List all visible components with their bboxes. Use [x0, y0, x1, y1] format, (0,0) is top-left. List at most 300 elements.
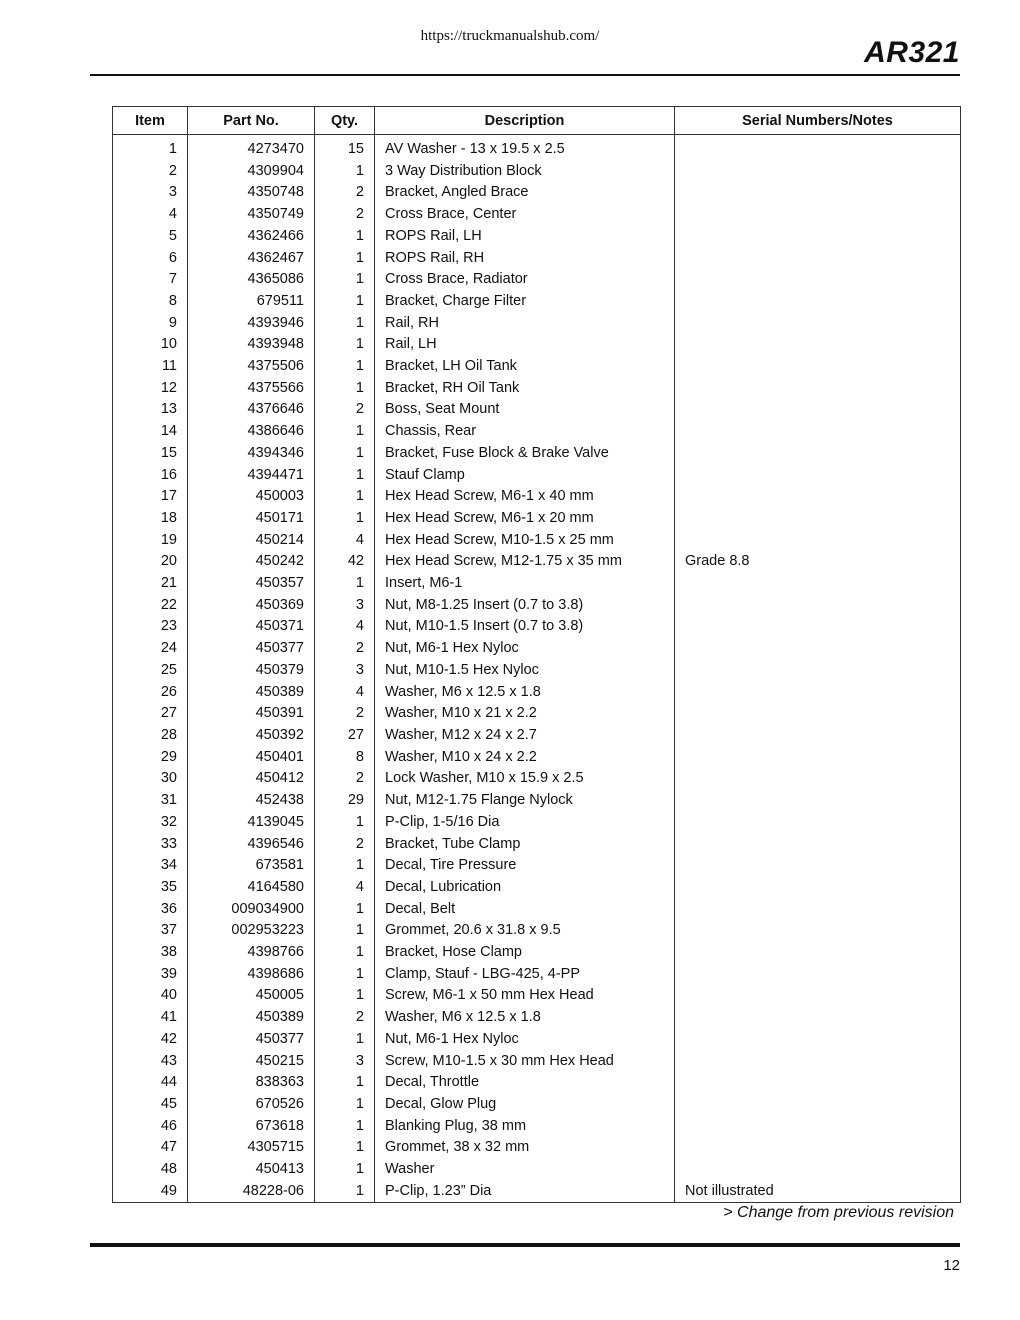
part-number-cell: 450413 [188, 1159, 315, 1181]
description-cell: Bracket, Hose Clamp [375, 942, 675, 964]
quantity-cell: 2 [315, 703, 375, 725]
description-cell: Bracket, LH Oil Tank [375, 356, 675, 378]
quantity-cell: 4 [315, 616, 375, 638]
table-row [113, 855, 961, 877]
table-row [113, 790, 961, 812]
quantity-cell: 1 [315, 378, 375, 400]
notes-cell: Not illustrated [675, 1181, 961, 1203]
notes-cell [675, 399, 961, 421]
parts-table [112, 106, 961, 1203]
part-number-cell: 4273470 [188, 135, 315, 161]
table-row [113, 595, 961, 617]
description-cell: Screw, M6-1 x 50 mm Hex Head [375, 985, 675, 1007]
item-number-cell: 23 [113, 616, 188, 638]
description-cell: Washer, M10 x 24 x 2.2 [375, 747, 675, 769]
notes-cell [675, 1137, 961, 1159]
description-cell: Nut, M6-1 Hex Nyloc [375, 1029, 675, 1051]
part-number-cell: 450214 [188, 530, 315, 552]
table-row [113, 378, 961, 400]
description-cell: ROPS Rail, LH [375, 226, 675, 248]
table-header-row [113, 107, 961, 135]
quantity-cell: 1 [315, 226, 375, 248]
notes-cell [675, 703, 961, 725]
notes-cell [675, 638, 961, 660]
part-number-cell: 4386646 [188, 421, 315, 443]
item-number-cell: 9 [113, 313, 188, 335]
item-number-cell: 4 [113, 204, 188, 226]
description-cell: Washer, M12 x 24 x 2.7 [375, 725, 675, 747]
part-number-cell: 4350748 [188, 182, 315, 204]
table-row [113, 616, 961, 638]
description-cell: Stauf Clamp [375, 465, 675, 487]
table-row [113, 1094, 961, 1116]
table-row [113, 226, 961, 248]
part-number-cell: 002953223 [188, 920, 315, 942]
table-row [113, 248, 961, 270]
part-number-cell: 4309904 [188, 161, 315, 183]
part-number-cell: 450389 [188, 1007, 315, 1029]
description-cell: 3 Way Distribution Block [375, 161, 675, 183]
quantity-cell: 3 [315, 1051, 375, 1073]
description-cell: Rail, LH [375, 334, 675, 356]
notes-cell [675, 747, 961, 769]
part-number-cell: 4350749 [188, 204, 315, 226]
description-cell: Bracket, Charge Filter [375, 291, 675, 313]
description-cell: Cross Brace, Center [375, 204, 675, 226]
notes-cell [675, 573, 961, 595]
quantity-cell: 1 [315, 573, 375, 595]
notes-cell [675, 812, 961, 834]
part-number-cell: 838363 [188, 1072, 315, 1094]
table-row [113, 1072, 961, 1094]
quantity-cell: 1 [315, 1137, 375, 1159]
item-number-cell: 15 [113, 443, 188, 465]
part-number-cell: 4398686 [188, 964, 315, 986]
item-number-cell: 41 [113, 1007, 188, 1029]
part-number-cell: 670526 [188, 1094, 315, 1116]
notes-cell [675, 660, 961, 682]
table-row [113, 899, 961, 921]
item-number-cell: 30 [113, 768, 188, 790]
column-header-notes: Serial Numbers/Notes [675, 107, 961, 135]
description-cell: Bracket, RH Oil Tank [375, 378, 675, 400]
item-number-cell: 16 [113, 465, 188, 487]
table-row [113, 812, 961, 834]
notes-cell [675, 291, 961, 313]
notes-cell [675, 161, 961, 183]
parts-table-body [113, 135, 961, 1203]
table-row [113, 964, 961, 986]
table-row [113, 638, 961, 660]
description-cell: Bracket, Angled Brace [375, 182, 675, 204]
description-cell: Decal, Glow Plug [375, 1094, 675, 1116]
quantity-cell: 42 [315, 551, 375, 573]
part-number-cell: 450391 [188, 703, 315, 725]
description-cell: Nut, M10-1.5 Hex Nyloc [375, 660, 675, 682]
table-row [113, 269, 961, 291]
part-number-cell: 673581 [188, 855, 315, 877]
quantity-cell: 1 [315, 291, 375, 313]
item-number-cell: 6 [113, 248, 188, 270]
quantity-cell: 2 [315, 834, 375, 856]
notes-cell: Grade 8.8 [675, 551, 961, 573]
description-cell: Grommet, 20.6 x 31.8 x 9.5 [375, 920, 675, 942]
item-number-cell: 21 [113, 573, 188, 595]
description-cell: Rail, RH [375, 313, 675, 335]
item-number-cell: 28 [113, 725, 188, 747]
notes-cell [675, 182, 961, 204]
quantity-cell: 1 [315, 443, 375, 465]
item-number-cell: 3 [113, 182, 188, 204]
item-number-cell: 43 [113, 1051, 188, 1073]
quantity-cell: 27 [315, 725, 375, 747]
notes-cell [675, 486, 961, 508]
item-number-cell: 42 [113, 1029, 188, 1051]
quantity-cell: 8 [315, 747, 375, 769]
notes-cell [675, 1116, 961, 1138]
item-number-cell: 11 [113, 356, 188, 378]
table-row [113, 703, 961, 725]
quantity-cell: 2 [315, 204, 375, 226]
item-number-cell: 19 [113, 530, 188, 552]
item-number-cell: 12 [113, 378, 188, 400]
item-number-cell: 40 [113, 985, 188, 1007]
notes-cell [675, 942, 961, 964]
item-number-cell: 13 [113, 399, 188, 421]
table-row [113, 1116, 961, 1138]
notes-cell [675, 595, 961, 617]
table-row [113, 530, 961, 552]
quantity-cell: 3 [315, 595, 375, 617]
part-number-cell: 450379 [188, 660, 315, 682]
part-number-cell: 450412 [188, 768, 315, 790]
part-number-cell: 450357 [188, 573, 315, 595]
table-row [113, 920, 961, 942]
part-number-cell: 450401 [188, 747, 315, 769]
item-number-cell: 26 [113, 682, 188, 704]
notes-cell [675, 135, 961, 161]
notes-cell [675, 269, 961, 291]
table-row [113, 1159, 961, 1181]
item-number-cell: 7 [113, 269, 188, 291]
description-cell: Bracket, Tube Clamp [375, 834, 675, 856]
notes-cell [675, 964, 961, 986]
part-number-cell: 450389 [188, 682, 315, 704]
description-cell: Bracket, Fuse Block & Brake Valve [375, 443, 675, 465]
notes-cell [675, 1029, 961, 1051]
table-row [113, 747, 961, 769]
table-row [113, 291, 961, 313]
item-number-cell: 49 [113, 1181, 188, 1203]
description-cell: Washer, M10 x 21 x 2.2 [375, 703, 675, 725]
item-number-cell: 20 [113, 551, 188, 573]
description-cell: Lock Washer, M10 x 15.9 x 2.5 [375, 768, 675, 790]
description-cell: Hex Head Screw, M6-1 x 40 mm [375, 486, 675, 508]
part-number-cell: 4393948 [188, 334, 315, 356]
part-number-cell: 450371 [188, 616, 315, 638]
description-cell: Decal, Tire Pressure [375, 855, 675, 877]
quantity-cell: 1 [315, 1159, 375, 1181]
notes-cell [675, 1094, 961, 1116]
notes-cell [675, 1072, 961, 1094]
item-number-cell: 34 [113, 855, 188, 877]
quantity-cell: 1 [315, 942, 375, 964]
part-number-cell: 450392 [188, 725, 315, 747]
table-row [113, 877, 961, 899]
quantity-cell: 1 [315, 486, 375, 508]
table-row [113, 1029, 961, 1051]
item-number-cell: 5 [113, 226, 188, 248]
quantity-cell: 1 [315, 964, 375, 986]
table-row [113, 334, 961, 356]
part-number-cell: 452438 [188, 790, 315, 812]
quantity-cell: 1 [315, 1029, 375, 1051]
quantity-cell: 1 [315, 1116, 375, 1138]
table-row [113, 551, 961, 573]
notes-cell [675, 1007, 961, 1029]
item-number-cell: 1 [113, 135, 188, 161]
quantity-cell: 2 [315, 399, 375, 421]
quantity-cell: 1 [315, 356, 375, 378]
quantity-cell: 2 [315, 1007, 375, 1029]
item-number-cell: 48 [113, 1159, 188, 1181]
quantity-cell: 1 [315, 855, 375, 877]
column-header-description: Description [375, 107, 675, 135]
quantity-cell: 1 [315, 465, 375, 487]
quantity-cell: 1 [315, 899, 375, 921]
table-row [113, 399, 961, 421]
quantity-cell: 1 [315, 269, 375, 291]
item-number-cell: 45 [113, 1094, 188, 1116]
part-number-cell: 450377 [188, 1029, 315, 1051]
page-number: 12 [943, 1257, 960, 1274]
notes-cell [675, 899, 961, 921]
footer-divider [90, 1243, 960, 1247]
description-cell: Nut, M6-1 Hex Nyloc [375, 638, 675, 660]
description-cell: Grommet, 38 x 32 mm [375, 1137, 675, 1159]
quantity-cell: 2 [315, 638, 375, 660]
part-number-cell: 4362467 [188, 248, 315, 270]
description-cell: Cross Brace, Radiator [375, 269, 675, 291]
item-number-cell: 31 [113, 790, 188, 812]
quantity-cell: 1 [315, 1094, 375, 1116]
notes-cell [675, 378, 961, 400]
description-cell: Chassis, Rear [375, 421, 675, 443]
description-cell: Hex Head Screw, M10-1.5 x 25 mm [375, 530, 675, 552]
notes-cell [675, 226, 961, 248]
item-number-cell: 44 [113, 1072, 188, 1094]
item-number-cell: 46 [113, 1116, 188, 1138]
notes-cell [675, 855, 961, 877]
table-row [113, 135, 961, 161]
notes-cell [675, 204, 961, 226]
table-row [113, 182, 961, 204]
part-number-cell: 4139045 [188, 812, 315, 834]
change-note: > Change from previous revision [723, 1204, 954, 1221]
part-number-cell: 450215 [188, 1051, 315, 1073]
description-cell: Hex Head Screw, M12-1.75 x 35 mm [375, 551, 675, 573]
part-number-cell: 450005 [188, 985, 315, 1007]
description-cell: Boss, Seat Mount [375, 399, 675, 421]
part-number-cell: 4164580 [188, 877, 315, 899]
item-number-cell: 14 [113, 421, 188, 443]
description-cell: Decal, Lubrication [375, 877, 675, 899]
part-number-cell: 4396546 [188, 834, 315, 856]
item-number-cell: 8 [113, 291, 188, 313]
item-number-cell: 37 [113, 920, 188, 942]
notes-cell [675, 1051, 961, 1073]
notes-cell [675, 313, 961, 335]
part-number-cell: 450377 [188, 638, 315, 660]
quantity-cell: 15 [315, 135, 375, 161]
table-row [113, 573, 961, 595]
item-number-cell: 38 [113, 942, 188, 964]
item-number-cell: 35 [113, 877, 188, 899]
table-row [113, 508, 961, 530]
part-number-cell: 4398766 [188, 942, 315, 964]
quantity-cell: 4 [315, 682, 375, 704]
quantity-cell: 1 [315, 508, 375, 530]
part-number-cell: 4365086 [188, 269, 315, 291]
item-number-cell: 32 [113, 812, 188, 834]
notes-cell [675, 443, 961, 465]
description-cell: Hex Head Screw, M6-1 x 20 mm [375, 508, 675, 530]
part-number-cell: 450369 [188, 595, 315, 617]
part-number-cell: 679511 [188, 291, 315, 313]
quantity-cell: 4 [315, 530, 375, 552]
description-cell: Screw, M10-1.5 x 30 mm Hex Head [375, 1051, 675, 1073]
notes-cell [675, 768, 961, 790]
description-cell: ROPS Rail, RH [375, 248, 675, 270]
quantity-cell: 1 [315, 421, 375, 443]
item-number-cell: 33 [113, 834, 188, 856]
item-number-cell: 17 [113, 486, 188, 508]
part-number-cell: 450171 [188, 508, 315, 530]
parts-table-container [112, 106, 960, 1203]
notes-cell [675, 334, 961, 356]
quantity-cell: 2 [315, 768, 375, 790]
notes-cell [675, 920, 961, 942]
table-row [113, 161, 961, 183]
part-number-cell: 4393946 [188, 313, 315, 335]
item-number-cell: 22 [113, 595, 188, 617]
part-number-cell: 450242 [188, 551, 315, 573]
description-cell: Nut, M8-1.25 Insert (0.7 to 3.8) [375, 595, 675, 617]
quantity-cell: 3 [315, 660, 375, 682]
table-row [113, 768, 961, 790]
column-header-qty: Qty. [315, 107, 375, 135]
quantity-cell: 1 [315, 812, 375, 834]
notes-cell [675, 682, 961, 704]
part-number-cell: 4305715 [188, 1137, 315, 1159]
description-cell: Decal, Belt [375, 899, 675, 921]
notes-cell [675, 834, 961, 856]
quantity-cell: 2 [315, 182, 375, 204]
table-row [113, 682, 961, 704]
description-cell: Insert, M6-1 [375, 573, 675, 595]
notes-cell [675, 1159, 961, 1181]
description-cell: Blanking Plug, 38 mm [375, 1116, 675, 1138]
quantity-cell: 1 [315, 313, 375, 335]
table-row [113, 834, 961, 856]
part-number-cell: 4394471 [188, 465, 315, 487]
part-number-cell: 4375566 [188, 378, 315, 400]
description-cell: Washer, M6 x 12.5 x 1.8 [375, 682, 675, 704]
table-row [113, 1137, 961, 1159]
item-number-cell: 10 [113, 334, 188, 356]
item-number-cell: 47 [113, 1137, 188, 1159]
item-number-cell: 2 [113, 161, 188, 183]
quantity-cell: 1 [315, 248, 375, 270]
description-cell: P-Clip, 1.23” Dia [375, 1181, 675, 1203]
item-number-cell: 29 [113, 747, 188, 769]
quantity-cell: 1 [315, 161, 375, 183]
table-row [113, 465, 961, 487]
table-row [113, 486, 961, 508]
table-row [113, 985, 961, 1007]
table-row [113, 204, 961, 226]
quantity-cell: 1 [315, 985, 375, 1007]
notes-cell [675, 356, 961, 378]
notes-cell [675, 616, 961, 638]
header-divider [90, 74, 960, 76]
quantity-cell: 1 [315, 1072, 375, 1094]
notes-cell [675, 508, 961, 530]
notes-cell [675, 790, 961, 812]
source-url: https://truckmanualshub.com/ [420, 28, 600, 44]
column-header-item: Item [113, 107, 188, 135]
quantity-cell: 4 [315, 877, 375, 899]
description-cell: AV Washer - 13 x 19.5 x 2.5 [375, 135, 675, 161]
table-row [113, 356, 961, 378]
column-header-part-no: Part No. [188, 107, 315, 135]
part-number-cell: 009034900 [188, 899, 315, 921]
table-row [113, 313, 961, 335]
part-number-cell: 4394346 [188, 443, 315, 465]
part-number-cell: 4375506 [188, 356, 315, 378]
model-title: AR321 [864, 36, 960, 69]
item-number-cell: 27 [113, 703, 188, 725]
table-row [113, 1051, 961, 1073]
quantity-cell: 1 [315, 334, 375, 356]
description-cell: Decal, Throttle [375, 1072, 675, 1094]
notes-cell [675, 725, 961, 747]
table-row [113, 1007, 961, 1029]
item-number-cell: 24 [113, 638, 188, 660]
table-row [113, 660, 961, 682]
description-cell: Washer [375, 1159, 675, 1181]
part-number-cell: 4376646 [188, 399, 315, 421]
item-number-cell: 36 [113, 899, 188, 921]
table-row [113, 421, 961, 443]
description-cell: Clamp, Stauf - LBG-425, 4-PP [375, 964, 675, 986]
notes-cell [675, 421, 961, 443]
quantity-cell: 1 [315, 920, 375, 942]
quantity-cell: 29 [315, 790, 375, 812]
notes-cell [675, 465, 961, 487]
notes-cell [675, 877, 961, 899]
part-number-cell: 4362466 [188, 226, 315, 248]
notes-cell [675, 985, 961, 1007]
description-cell: P-Clip, 1-5/16 Dia [375, 812, 675, 834]
part-number-cell: 673618 [188, 1116, 315, 1138]
item-number-cell: 25 [113, 660, 188, 682]
description-cell: Nut, M10-1.5 Insert (0.7 to 3.8) [375, 616, 675, 638]
description-cell: Nut, M12-1.75 Flange Nylock [375, 790, 675, 812]
table-row [113, 942, 961, 964]
quantity-cell: 1 [315, 1181, 375, 1203]
notes-cell [675, 530, 961, 552]
